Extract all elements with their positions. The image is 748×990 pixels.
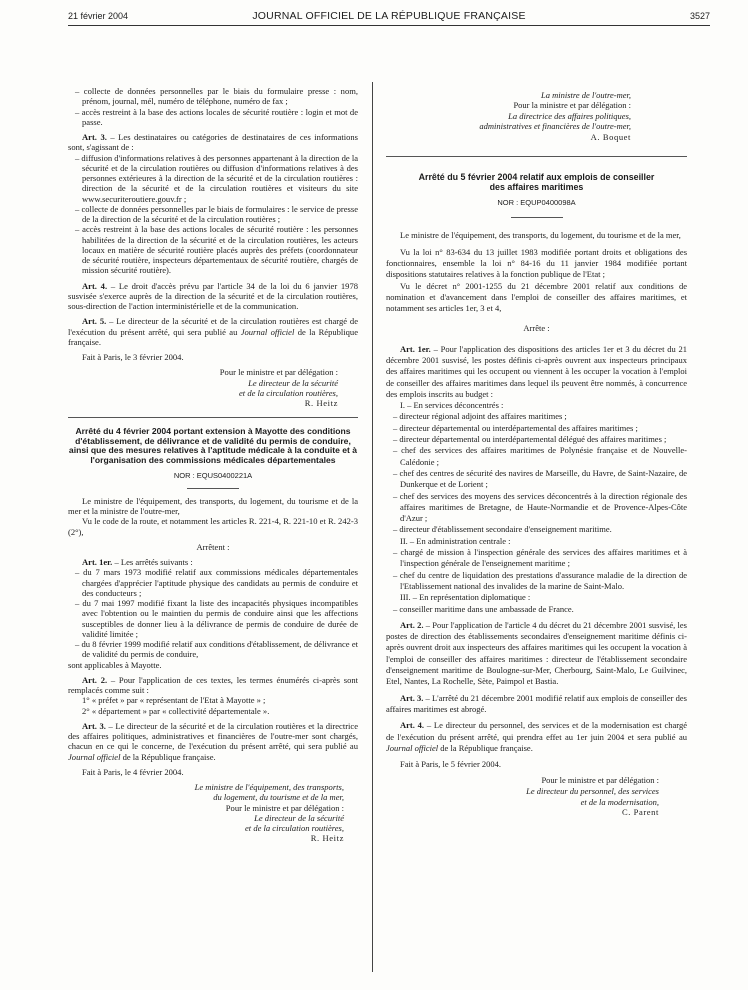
article-2 [386, 620, 687, 688]
signatory-name: A. Boquet [590, 131, 631, 142]
article-3 [68, 132, 358, 153]
signatory-name: R. Heitz [310, 833, 344, 844]
preamble: Le ministre de l'équipement, des transports, du logement, du tourisme et de la mer et la ministre de l'outre-mer, [68, 495, 358, 517]
article-label: Art. 2. [82, 674, 108, 685]
list-item: – accès restreint à la base des actions locales de sécurité routière : les personnes habilitées de la direction de la sécurité et de la circulation routières, les acteurs locaux en matière de sécurité routière placés auprès des préfets (coordonnateur de sécurité routière, inspecteurs départementaux de sécurité routière, chargés de mission sécurité routière). [75, 224, 358, 276]
list-item: – chef des centres de sécurité des navires de Marseille, du Havre, de Saint-Nazaire, de Dunkerque et de Lorient ; [393, 467, 687, 490]
article-text: de la République française. [68, 326, 358, 347]
article-3b [68, 721, 358, 762]
article-label: Art. 3. [82, 720, 106, 731]
page-header [68, 9, 710, 23]
signing-place-date: Fait à Paris, le 4 février 2004. [82, 766, 184, 777]
visa: Vu la loi n° 83-634 du 13 juillet 1983 modifiée portant droits et obligations des fonctionnaires, ensemble la loi n° 84-16 du 11 janvier 1984 modifiée portant dispositions statutaires relatives à la fonction publique de l'Etat ; [386, 246, 687, 280]
article-text: de la République française. [120, 751, 216, 762]
signature-line: Pour le ministre et par délégation : [541, 775, 659, 786]
signature-block [68, 367, 358, 408]
section-heading: I. – En services déconcentrés : [400, 400, 504, 411]
article-3 [386, 693, 687, 716]
article-4 [386, 720, 687, 754]
list-item: – directeur régional adjoint des affaires maritimes ; [393, 411, 567, 422]
list-item: – du 7 mai 1997 modifié fixant la liste des incapacités physiques incompatibles avec l'obtention ou le maintien du permis de conduire ainsi que les affections susceptibles de donner lieu à la délivrance de permis de conduire de durée de validité limitée ; [75, 598, 358, 639]
article-1 [386, 344, 687, 400]
article-text: – Pour l'application des dispositions des articles 1er et 3 du décret du 21 décembre 2001 susvisé, les postes définis ci-après ouvrent aux inspecteurs principaux des affaires maritimes qui les occupent ou viennent à les occuper la vocation à l'emploi de conseiller des affaires maritimes dans lequel ils peuvent être nommés, à concurrence des emplois inscrits au budget : [386, 343, 687, 399]
article-1 [68, 557, 358, 567]
header-journal-title: JOURNAL OFFICIEL DE LA RÉPUBLIQUE FRANÇAISE [252, 10, 526, 22]
column-rule [372, 82, 373, 972]
list-item: 1° « préfet » par « représentant de l'Etat à Mayotte » ; [82, 695, 266, 706]
signature-line: La directrice des affaires politiques, [508, 110, 631, 121]
article-label: Art. 3. [400, 692, 424, 703]
list-item: – du 7 mars 1973 modifié relatif aux commissions médicales départementales chargées d'apprécier l'aptitude physique des candidats au permis de conduire et des conducteurs ; [75, 567, 358, 598]
list-item: – chargé de mission à l'inspection générale des services des affaires maritimes et à l'inspection générale de l'enseignement maritime ; [393, 547, 687, 569]
header-rule [68, 25, 710, 26]
article-text: – Les arrêtés suivants : [112, 557, 193, 568]
journal-reference: Journal officiel [68, 751, 121, 762]
article-text: – Les destinataires ou catégories de destinataires de ces informations sont, s'agissant de : [68, 132, 358, 153]
article-text: de la République française. [438, 742, 533, 753]
signing-place-date: Fait à Paris, le 3 février 2004. [82, 352, 184, 362]
article-label: Art. 2. [400, 619, 424, 630]
header-page-number: 3527 [689, 11, 710, 21]
article-label: Art. 4. [82, 280, 108, 291]
list-item: – chef des services des moyens des services déconcentrés à la direction régionale des affaires maritimes de Bretagne, de Haute-Normandie et de Provence-Alpes-Côte d'Azur ; [393, 490, 687, 524]
article-text: – Le directeur du personnel, des services et de la modernisation est chargé de l'exécution du présent arrêté, qui prendra effet au 1er juin 2004 et sera publié au [386, 720, 688, 742]
list-item: – conseiller maritime dans une ambassade de France. [393, 603, 574, 614]
signature-block [386, 90, 687, 142]
list-item: – diffusion d'informations relatives à des personnes appartenant à la direction de la sécurité et de la circulation routières ou diffusion d'informations relatives à des personnes extérieures à la direction de la sécurité et de la circulation routières : direction de la sécurité et de la circulation routières et visiteurs du site www.securiteroutiere.gouv.fr ; [75, 152, 358, 204]
signature-line: et de la circulation routières, [245, 823, 344, 834]
section-heading: III. – En représentation diplomatique : [400, 592, 531, 603]
list-item: – directeur départemental ou interdépartemental des affaires maritimes ; [393, 422, 638, 433]
article-4 [68, 281, 358, 312]
article-text: sont applicables à Mayotte. [68, 659, 162, 670]
article-5 [68, 316, 358, 347]
article-text: – Le droit d'accès prévu par l'article 34 de la loi du 6 janvier 1978 susvisée s'exerce auprès de la direction de la sécurité et de la circulation routières, sous-direction de l'action interministérielle et de la communication. [68, 280, 358, 311]
decree-title: Arrêté du 4 février 2004 portant extension à Mayotte des conditions d'établissement, de délivrance et de validité du permis de conduire, ainsi que des mesures relatives à l'aptitude médicale à la conduite et à l'organisation des commissions médicales départementales [68, 426, 358, 466]
visa: Vu le décret n° 2001-1255 du 21 décembre 2001 relatif aux conditions de nomination et d'avancement dans l'emploi de conseiller des affaires maritimes, et notamment ses articles 1er, 3 et 4, [386, 280, 687, 314]
nor-reference: NOR : EQUP0400098A [497, 198, 576, 208]
list-item: 2° « département » par « collectivité départementale ». [82, 705, 270, 716]
list-item: – chef des services des affaires maritimes de Polynésie française et de Nouvelle-Calédonie ; [393, 445, 687, 467]
decree-title: Arrêté du 5 février 2004 relatif aux emplois de conseiller des affaires maritimes [418, 172, 655, 193]
article-label: Art. 1er. [82, 557, 113, 568]
article-label: Art. 5. [82, 316, 107, 327]
preamble: Le ministre de l'équipement, des transports, du logement, du tourisme et de la mer, [400, 230, 681, 241]
list-item: – chef du centre de liquidation des prestations d'assurance maladie de la direction de l'Etablissement national des invalides de la marine de Saint-Malo. [393, 569, 687, 591]
journal-reference: Journal officiel [386, 742, 439, 753]
signature-block [386, 775, 687, 817]
list-item: – du 8 février 1999 modifié relatif aux conditions d'établissement, de délivrance et de validité du permis de conduire, [75, 639, 358, 660]
visa: Vu le code de la route, et notamment les articles R. 221-4, R. 221-10 et R. 242-3 (2°), [68, 516, 358, 537]
article-label: Art. 4. [400, 720, 425, 731]
enacting-formula: Arrête : [523, 323, 550, 334]
article-label: Art. 1er. [400, 343, 431, 354]
signature-line: La ministre de l'outre-mer, [541, 90, 631, 100]
article-label: Art. 3. [82, 132, 107, 142]
right-column [386, 90, 687, 818]
enacting-formula: Arrêtent : [196, 541, 230, 552]
header-date: 21 février 2004 [68, 11, 129, 21]
article-text: – Le directeur de la sécurité et de la circulation routières est chargé de l'exécution du présent arrêté, qui sera publié au [68, 316, 358, 337]
signature-line: du logement, du tourisme et de la mer, [213, 792, 344, 803]
list-item: – directeur d'établissement secondaire d'enseignement maritime. [393, 524, 612, 535]
signature-line: Pour la ministre et par délégation : [513, 100, 631, 111]
signature-line: et de la modernisation, [580, 796, 659, 807]
signatory-name: R. Heitz [304, 398, 338, 408]
article-text: – L'arrêté du 21 décembre 2001 modifié relatif aux emplois de conseiller des affaires maritimes est abrogé. [386, 692, 687, 714]
signature-block [68, 782, 358, 844]
signature-line: Pour le ministre et par délégation : [219, 367, 338, 378]
signing-place-date: Fait à Paris, le 5 février 2004. [400, 759, 502, 770]
article-2 [68, 675, 358, 696]
signature-line: Le directeur de la sécurité [248, 377, 338, 388]
signature-line: administratives et financières de l'outre-mer, [479, 121, 631, 132]
list-item: – accès restreint à la base des actions locales de sécurité routière : login et mot de passe. [75, 106, 358, 127]
journal-reference: Journal officiel [240, 326, 295, 337]
section-heading: II. – En administration centrale : [400, 535, 511, 546]
article-text: – Pour l'application de l'article 4 du décret du 21 décembre 2001 susvisé, les postes de direction des établissements secondaires d'enseignement maritime définis ci-après ouvrent droit aux inspecteurs des affaires maritimes qui les occupent la vocation à l'emploi de conseiller des affaires maritimes : directeur de l'établissement secondaire d'enseignement maritime de Boulogne-sur-Mer, Cherbourg, Saint-Malo, Le Guilvinec, Etel, Nantes, La Rochelle, Sète, Paimpol et Bastia. [386, 619, 687, 687]
section-divider [386, 156, 687, 157]
title-rule [187, 488, 239, 489]
article-text: – Pour l'application de ces textes, les termes énumérés ci-après sont remplacés comme suit : [68, 674, 358, 696]
signatory-name: C. Parent [621, 807, 659, 818]
signature-line: Le ministre de l'équipement, des transports, [194, 782, 344, 793]
signature-line: Pour le ministre et par délégation : [225, 802, 344, 813]
list-item: – collecte de données personnelles par le biais du formulaire presse : nom, prénom, journal, mél, numéro de téléphone, numéro de fax ; [75, 86, 358, 107]
left-column [68, 86, 358, 844]
list-item: – collecte de données personnelles par le biais de formulaires : le service de presse de la direction de la sécurité et de la circulation routières ; [75, 203, 358, 224]
title-rule [511, 217, 563, 218]
signature-line: Le directeur du personnel, des services [526, 785, 659, 796]
nor-reference: NOR : EQUS0400221A [173, 470, 253, 480]
section-divider [68, 417, 358, 418]
article-text: – Le directeur de la sécurité et de la circulation routières et la directrice des affaires politiques, administratives et financières de l'outre-mer sont chargés, chacun en ce qui le concerne, de l'exécution du présent arrêté, qui sera publié au [68, 720, 358, 752]
signature-line: et de la circulation routières, [239, 387, 338, 398]
signature-line: Le directeur de la sécurité [254, 812, 344, 823]
list-item: – directeur départemental ou interdépartemental délégué des affaires maritimes ; [393, 434, 667, 445]
